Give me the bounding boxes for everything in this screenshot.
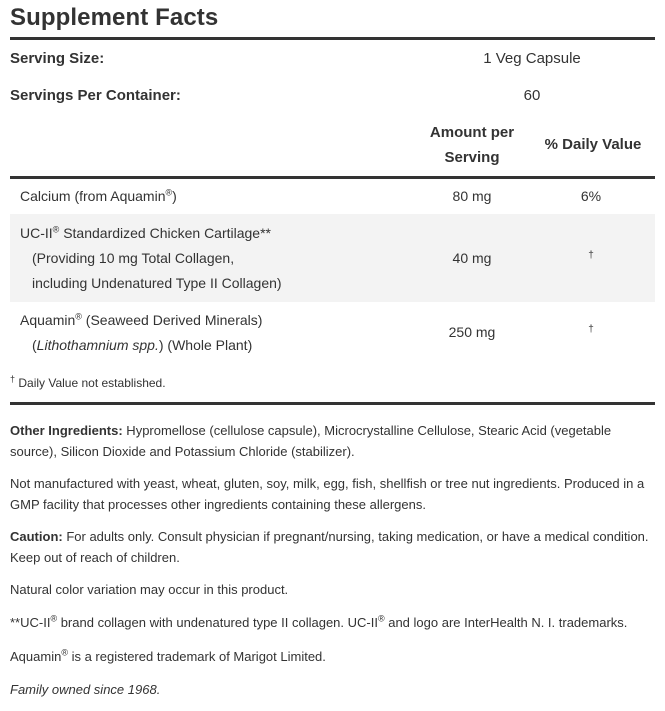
registered-mark: ® [165,187,173,198]
nutrient-name [20,184,177,209]
registered-mark: ® [75,311,82,322]
aquamin-text-b: is a registered trademark of Marigot Limited. [67,649,326,664]
nutrient-name [20,221,282,296]
nutrient-subline: including Undenatured Type II Collagen) [32,275,282,291]
ucii-text-c: and logo are InterHealth N. I. trademarks. [384,615,628,630]
serving-size-label: Serving Size: [10,50,105,67]
nutrient-row-ucii [10,214,655,302]
caution-label: Caution: [10,529,63,544]
serving-size-value: 1 Veg Capsule [483,50,581,67]
nutrient-name-text: Calcium (from Aquamin [20,188,166,204]
nutrient-amount: 80 mg [452,188,492,204]
nutrient-daily-value: 6% [580,188,602,204]
family-owned-note [10,679,658,700]
nutrient-name-text: UC-II [20,225,53,241]
nutrient-name-end: ) [172,188,177,204]
nutrient-amount: 40 mg [452,250,492,266]
nutrient-subline: (Providing 10 mg Total Collagen, [32,250,235,266]
nutrient-daily-value: † [588,324,594,335]
header-divider [10,176,655,179]
registered-mark: ® [377,613,385,624]
title-divider [10,37,655,40]
caution-text: For adults only. Consult physician if pregnant/nursing, taking medication, or have a medical condition. Keep out of reach of children. [10,529,649,565]
caution-statement [10,526,658,568]
registered-mark: ® [50,613,58,624]
nutrient-name-end: Standardized Chicken Cartilage** [59,225,271,241]
footnote-text: Daily Value not established. [15,376,166,390]
other-ingredients-label: Other Ingredients: [10,423,123,438]
nutrient-name [20,308,262,358]
dagger-mark: † [10,374,16,384]
nutrient-daily-value: † [588,250,594,261]
aquamin-text-a: Aquamin [10,649,62,664]
registered-mark: ® [52,224,60,235]
footer-divider [10,402,655,405]
paren-open: ( [32,337,37,353]
amount-header-line1: Amount per [429,124,515,141]
nutrient-row-calcium [10,180,655,214]
nutrient-subline-rest: (Whole Plant) [163,337,253,353]
registered-mark: ® [61,647,68,658]
servings-per-container-value: 60 [523,87,541,104]
species-name: Lithothamnium spp. [36,337,159,353]
allergen-statement: Not manufactured with yeast, wheat, gluten, soy, milk, egg, fish, shellfish or tree nut ingredients. Produced in a GMP facility that processes other ingredients containing these allergens. [10,476,645,512]
nutrient-name-text: Aquamin [20,312,76,328]
color-variation-note: Natural color variation may occur in this product. [10,582,289,597]
nutrient-row-aquamin [10,302,655,364]
daily-value-header: % Daily Value [544,136,642,153]
other-ingredients [10,420,658,462]
ucii-text-a: **UC-II [10,615,51,630]
amount-header-line2: Serving [444,149,500,166]
ucii-text-b: brand collagen with undenatured type II collagen. UC-II [57,615,378,630]
nutrient-name-end: (Seaweed Derived Minerals) [81,312,263,328]
nutrient-amount: 250 mg [448,324,496,340]
aquamin-trademark-note [10,646,658,667]
daily-value-footnote [10,376,166,390]
servings-per-container-label: Servings Per Container: [10,87,181,104]
other-ingredients-text: Hypromellose (cellulose capsule), Microcrystalline Cellulose, Stearic Acid (vegetable source), Silicon Dioxide and Potassium Chloride (stabilizer). [10,423,612,459]
amount-per-serving-header [412,120,532,170]
family-owned-text: Family owned since 1968. [10,682,161,697]
paren-close: ) [158,337,164,353]
ucii-trademark-note [10,612,658,633]
panel-title: Supplement Facts [10,4,219,31]
nutrient-subline [20,333,262,358]
